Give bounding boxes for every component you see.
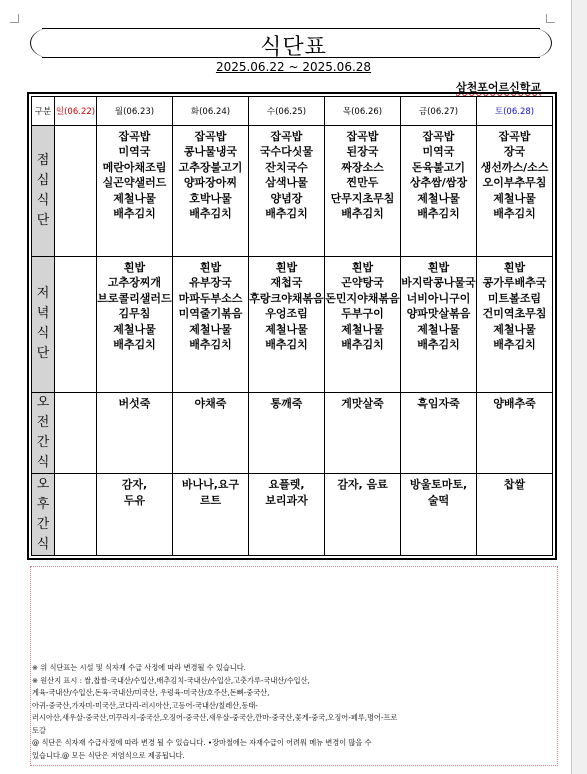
menu-item: 술떡 — [427, 493, 450, 507]
menu-cell — [325, 474, 401, 556]
day-header: 월(06.23) — [97, 97, 173, 126]
notes-text — [32, 662, 552, 762]
day-header: 목(06.26) — [325, 97, 401, 126]
menu-item: 건미역초무침 — [482, 307, 547, 321]
menu-item: 삼색나물 — [265, 176, 308, 190]
menu-item: 배추김치 — [341, 337, 384, 351]
menu-item: 재첩국 — [270, 276, 303, 290]
school-name: 삼천포어르신학교 — [455, 81, 541, 94]
menu-item: 짜장소스 — [341, 160, 384, 174]
menu-item: 실곤약샐러드 — [102, 176, 167, 190]
meal-row — [32, 392, 553, 474]
menu-item: 제철나물 — [265, 322, 308, 336]
page-corner-mark — [546, 14, 555, 23]
menu-item: 우엉조림 — [265, 307, 308, 321]
menu-cell — [173, 474, 249, 556]
note-line: @ 식단은 식자재 수급사정에 따라 변경 될 수 있습니다. •장마철에는 자재수급이 어려워 메뉴 변경이 많을 수 — [32, 738, 372, 747]
menu-item: 미역국 — [118, 145, 151, 159]
menu-item: 흰밥 — [351, 260, 374, 274]
menu-item: 제철나물 — [417, 191, 460, 205]
menu-item: 흰밥 — [199, 260, 222, 274]
menu-cell — [97, 256, 173, 392]
menu-item: 잡곡밥 — [498, 130, 531, 143]
menu-item: 미역국 — [422, 145, 455, 159]
menu-item: 유부장국 — [189, 276, 232, 290]
meal-row — [32, 126, 553, 257]
menu-cell — [249, 392, 325, 474]
menu-item: 단무지초무침 — [330, 191, 395, 205]
menu-cell — [477, 474, 553, 556]
menu-cell — [55, 256, 97, 392]
menu-item: 야채죽 — [194, 396, 227, 410]
menu-item: 제철나물 — [493, 191, 536, 205]
menu-item: 감자, 음료 — [337, 478, 388, 492]
menu-item: 후랑크야채볶음 — [249, 291, 324, 305]
menu-item: 콩나물냉국 — [183, 145, 238, 159]
title-frame-top-line — [42, 28, 540, 29]
menu-cell — [325, 392, 401, 474]
menu-item: 배추김치 — [113, 337, 156, 351]
meal-label: 점 심 식 단 — [32, 126, 55, 257]
menu-item: 양파맛살볶음 — [406, 307, 471, 321]
menu-item: 제철나물 — [189, 322, 232, 336]
menu-item: 제철나물 — [341, 322, 384, 336]
day-header: 화(06.24) — [173, 97, 249, 126]
menu-item: 돈육불고기 — [411, 160, 466, 174]
day-header: 금(06.27) — [401, 97, 477, 126]
menu-cell — [477, 256, 553, 392]
menu-item: 미트볼조림 — [487, 291, 542, 305]
note-line: 계육-국내산/수입산,돈육-국내산/미국산, 우렁육-미국산/호주산,돈뼈-중국산, — [32, 688, 270, 697]
menu-item: 호박나물 — [189, 191, 232, 205]
menu-cell — [249, 256, 325, 392]
meal-label: 오 전 간 식 — [32, 392, 55, 474]
menu-item: 배추김치 — [341, 207, 384, 221]
menu-cell — [55, 392, 97, 474]
menu-cell — [173, 256, 249, 392]
corner-label: 구분 — [32, 97, 55, 126]
menu-item: 콩가루배추국 — [482, 276, 547, 290]
menu-item: 잡곡밥 — [194, 130, 227, 143]
meal-row — [32, 474, 553, 556]
menu-item: 제철나물 — [493, 322, 536, 336]
menu-item: 배추김치 — [493, 337, 536, 351]
menu-item: 잡곡밥 — [118, 130, 151, 143]
menu-cell — [97, 392, 173, 474]
menu-cell — [477, 126, 553, 257]
menu-item: 게맛살죽 — [341, 396, 384, 410]
menu-item: 너비아니구이 — [406, 291, 471, 305]
note-line: 러시아산,새우살-중국산,미꾸라지-중국산,오징어-중국산,새우살-중국산,깐마-중국산,꽃게-중국,오징어-페루,명어-프로 — [32, 713, 398, 722]
menu-item: 잡곡밥 — [346, 130, 379, 143]
menu-cell — [401, 256, 477, 392]
menu-item: 배추김치 — [189, 207, 232, 221]
menu-cell — [55, 474, 97, 556]
note-line: 아귀-중국산,가자미-미국산,코다리-러시아산,고등어-국내산/칠레산,동태- — [32, 700, 258, 710]
menu-item: 양파장아찌 — [183, 176, 238, 190]
menu-item: 제철나물 — [113, 322, 156, 336]
menu-item: 바지락콩나물국 — [401, 276, 476, 290]
menu-item: 제철나물 — [417, 322, 460, 336]
menu-item: 버섯죽 — [118, 396, 151, 410]
menu-item: 배추김치 — [417, 207, 460, 221]
menu-item: 두유 — [123, 493, 146, 507]
menu-item: 생선까스/소스 — [480, 160, 549, 174]
menu-cell — [401, 126, 477, 257]
menu-item: 찹쌀 — [503, 478, 526, 492]
menu-item: 배추김치 — [493, 207, 536, 221]
menu-item: 미역줄기볶음 — [178, 307, 243, 321]
menu-item: 양배추죽 — [493, 396, 536, 410]
menu-item: 배추김치 — [113, 207, 156, 221]
menu-item: 오이부추무침 — [482, 176, 547, 190]
menu-item: 장국 — [503, 145, 526, 159]
menu-item: 메란아채조림 — [102, 160, 167, 174]
note-line: 있습니다.@ 모든 식단은 저염식으로 제공됩니다. — [32, 750, 185, 760]
menu-item: 감자, — [121, 478, 148, 492]
menu-item: 요플렛, — [268, 478, 305, 492]
menu-period: 2025.06.22 ~ 2025.06.28 — [215, 60, 372, 74]
menu-item: 고추장불고기 — [178, 160, 243, 174]
menu-cell — [477, 392, 553, 474]
menu-cell — [325, 256, 401, 392]
menu-item: 양념장 — [270, 191, 303, 205]
menu-item: 잡곡밥 — [270, 130, 303, 143]
note-line: ※ 위 식단표는 시설 및 식자재 수급 사정에 따라 변경될 수 있습니다. — [32, 663, 246, 672]
menu-item: 브로콜리샐러드 — [97, 291, 172, 305]
menu-item: 상추쌈/쌈장 — [409, 176, 468, 190]
menu-cell — [325, 126, 401, 257]
menu-item: 보리과자 — [265, 493, 308, 507]
menu-item: 흰밥 — [123, 260, 146, 274]
menu-item: 배추김치 — [265, 337, 308, 351]
menu-item: 흰밥 — [427, 260, 450, 274]
menu-cell — [249, 126, 325, 257]
menu-cell — [401, 392, 477, 474]
menu-item: 배추김치 — [417, 337, 460, 351]
menu-item: 배추김치 — [189, 337, 232, 351]
meal-row — [32, 256, 553, 392]
menu-item: 마파두부소스 — [178, 291, 243, 305]
menu-item: 바나나,요구 — [181, 478, 240, 492]
menu-item: 두부구이 — [341, 307, 384, 321]
menu-item: 곤약탕국 — [341, 276, 384, 290]
day-header-row — [32, 97, 553, 126]
menu-item: 배추김치 — [265, 207, 308, 221]
menu-item: 국수다싯물 — [259, 145, 314, 159]
menu-item: 돈민지야채볶음 — [325, 291, 400, 305]
menu-item: 고추장찌개 — [107, 276, 162, 290]
menu-item: 통깨죽 — [270, 396, 303, 410]
menu-item: 흰밥 — [503, 260, 526, 274]
menu-cell — [55, 126, 97, 257]
menu-item: 된장국 — [346, 145, 379, 159]
menu-table-frame — [27, 92, 557, 560]
day-header: 토(06.28) — [477, 97, 553, 126]
meal-label: 저 녁 식 단 — [32, 256, 55, 392]
menu-item: 잔치국수 — [265, 160, 308, 174]
menu-cell — [401, 474, 477, 556]
meal-label: 오 후 간 식 — [32, 474, 55, 556]
menu-cell — [97, 474, 173, 556]
menu-table — [31, 96, 553, 556]
menu-item: 방울토마토, — [409, 478, 468, 492]
menu-cell — [97, 126, 173, 257]
menu-item: 김무침 — [118, 307, 151, 321]
menu-item: 찐만두 — [346, 176, 379, 190]
menu-item: 르트 — [199, 493, 222, 507]
note-line: ※ 원산지 표시 : 쌀,찹쌀-국내산/수입산,배추김치-국내산/수입산,고춧가루-국내산/수입산, — [32, 675, 310, 685]
day-header: 일(06.22) — [55, 97, 97, 126]
menu-cell — [173, 392, 249, 474]
menu-cell — [173, 126, 249, 257]
page-title: 식단표 — [260, 35, 327, 60]
menu-cell — [249, 474, 325, 556]
menu-item: 제철나물 — [113, 191, 156, 205]
menu-item: 흑임자죽 — [417, 396, 460, 410]
menu-item: 잡곡밥 — [422, 130, 455, 143]
note-line: 토갈 — [32, 725, 46, 735]
day-header: 수(06.25) — [249, 97, 325, 126]
menu-item: 흰밥 — [275, 260, 298, 274]
page-corner-mark — [10, 14, 19, 23]
